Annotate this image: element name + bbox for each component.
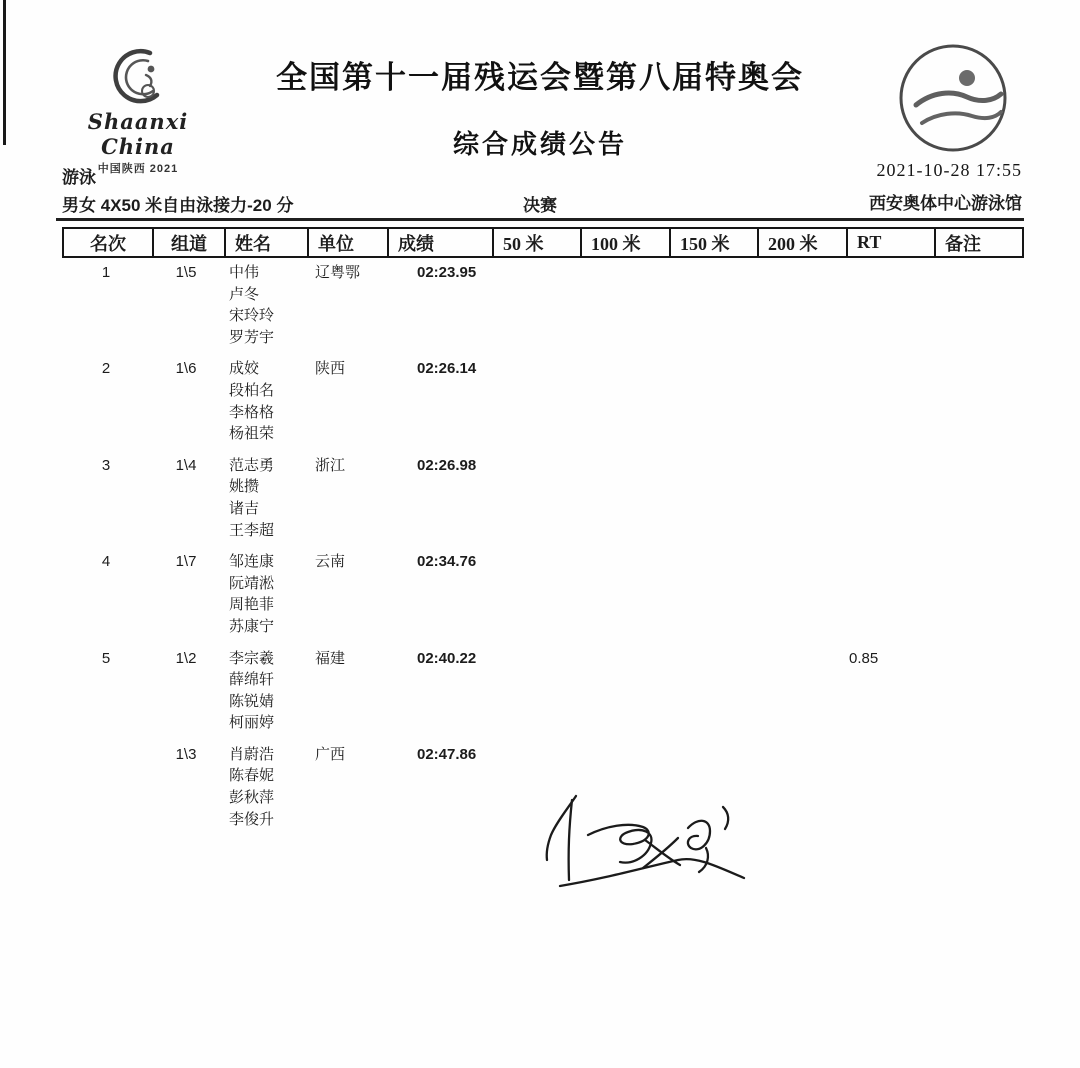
venue-name: 西安奥体中心游泳馆 — [869, 194, 1022, 213]
unit-cell: 广西 — [315, 745, 346, 763]
note-cell — [932, 358, 1024, 444]
split-150m-cell — [667, 358, 755, 444]
lane-cell: 1\6 — [175, 360, 197, 378]
athlete-name: 薛绵轩 — [229, 671, 275, 689]
split-150m-cell — [667, 455, 755, 541]
athlete-name: 段柏名 — [229, 381, 275, 399]
table-row — [62, 455, 1024, 541]
athlete-name: 李宗羲 — [229, 649, 275, 667]
athlete-name: 阮靖淞 — [229, 574, 275, 592]
table-row — [62, 262, 1024, 348]
athlete-name: 杨祖荣 — [229, 425, 275, 443]
col-header-150m: 150 米 — [669, 229, 757, 256]
rt-cell: 0.85 — [849, 649, 879, 667]
lane-cell: 1\4 — [175, 456, 197, 474]
athlete-name: 李俊升 — [229, 810, 275, 828]
note-cell — [932, 455, 1024, 541]
athlete-name: 卢冬 — [229, 285, 260, 303]
split-50m-cell — [490, 262, 578, 348]
names-cell — [222, 648, 305, 734]
athlete-name: 范志勇 — [229, 456, 275, 474]
rt-cell — [844, 551, 932, 637]
rt-cell — [844, 744, 932, 830]
report-datetime: 2021-10-28 17:55 — [876, 160, 1022, 180]
rank-cell: 2 — [101, 360, 111, 378]
names-cell — [222, 551, 305, 637]
split-100m-cell — [578, 358, 667, 444]
note-cell — [932, 744, 1024, 830]
split-200m-cell — [755, 358, 844, 444]
round-label: 决赛 — [523, 196, 557, 215]
athlete-name: 邹连康 — [229, 553, 275, 571]
names-cell — [222, 455, 305, 541]
split-50m-cell — [490, 551, 578, 637]
emblem-script-text: Shaanxi China — [87, 109, 189, 159]
result-cell: 02:26.98 — [417, 456, 477, 474]
table-row — [62, 551, 1024, 637]
split-150m-cell — [667, 551, 755, 637]
result-cell: 02:26.14 — [417, 360, 477, 378]
result-cell: 02:40.22 — [417, 649, 477, 667]
unit-cell: 陕西 — [315, 360, 346, 378]
split-50m-cell — [490, 455, 578, 541]
result-cell: 02:23.95 — [417, 264, 477, 281]
rt-cell — [844, 358, 932, 444]
split-150m-cell — [667, 648, 755, 734]
rank-cell: 4 — [101, 553, 111, 571]
split-200m-cell — [755, 455, 844, 541]
athlete-name: 宋玲玲 — [229, 307, 275, 325]
col-header-lane: 组道 — [152, 229, 224, 256]
athlete-name: 成姣 — [229, 360, 260, 378]
table-row — [62, 358, 1024, 444]
names-cell — [222, 262, 305, 348]
rank-cell: 1 — [101, 264, 111, 281]
split-200m-cell — [755, 744, 844, 830]
rank-cell: 5 — [101, 649, 111, 667]
sport-label: 游泳 — [62, 168, 96, 187]
names-cell — [222, 358, 305, 444]
lane-cell: 1\7 — [175, 553, 197, 571]
col-header-result: 成绩 — [387, 229, 492, 256]
note-cell — [932, 551, 1024, 637]
col-header-name: 姓名 — [224, 229, 307, 256]
table-row — [62, 648, 1024, 734]
athlete-name: 肖蔚浩 — [229, 745, 275, 763]
athlete-name: 周艳菲 — [229, 596, 275, 614]
result-cell: 02:47.86 — [417, 745, 477, 763]
athlete-name: 姚攒 — [229, 478, 260, 496]
unit-cell: 云南 — [315, 553, 346, 571]
split-150m-cell — [667, 262, 755, 348]
rt-cell — [844, 455, 932, 541]
col-header-rank: 名次 — [90, 233, 126, 254]
results-table-body — [62, 262, 1024, 840]
athlete-name: 李格格 — [229, 403, 275, 421]
split-100m-cell — [578, 551, 667, 637]
results-table-header — [62, 227, 1024, 258]
rt-cell — [844, 262, 932, 348]
rank-cell — [62, 744, 150, 830]
document-title: 全国第十一届残运会暨第八届特奥会 — [276, 60, 804, 95]
col-header-note: 备注 — [934, 229, 1026, 256]
athlete-name: 陈春妮 — [229, 767, 275, 785]
athlete-name: 王李超 — [229, 521, 275, 539]
athlete-name: 罗芳宇 — [229, 328, 275, 346]
note-cell — [932, 648, 1024, 734]
split-50m-cell — [490, 648, 578, 734]
swimming-pictogram-icon — [896, 42, 1010, 159]
lane-cell: 1\5 — [175, 264, 197, 281]
emblem-caption-text: 中国陕西 2021 — [97, 163, 179, 175]
split-100m-cell — [578, 455, 667, 541]
lane-cell: 1\3 — [175, 745, 197, 763]
athlete-name: 陈锐婧 — [229, 692, 275, 710]
note-cell — [932, 262, 1024, 348]
col-header-100m: 100 米 — [580, 229, 669, 256]
athlete-name: 彭秋萍 — [229, 789, 275, 807]
athlete-name: 柯丽婷 — [229, 714, 275, 732]
lane-cell: 1\2 — [175, 649, 197, 667]
col-header-rt: RT — [846, 229, 934, 256]
unit-cell: 浙江 — [315, 456, 346, 474]
athlete-name: 中伟 — [229, 264, 260, 281]
athlete-name: 诸吉 — [229, 499, 260, 517]
athlete-name: 苏康宁 — [229, 617, 275, 635]
split-100m-cell — [578, 648, 667, 734]
unit-cell: 辽粤鄂 — [315, 264, 361, 281]
split-50m-cell — [490, 358, 578, 444]
document-subtitle: 综合成绩公告 — [452, 130, 627, 159]
names-cell — [222, 744, 305, 830]
split-100m-cell — [578, 262, 667, 348]
split-200m-cell — [755, 262, 844, 348]
result-cell: 02:34.76 — [417, 553, 477, 571]
col-header-200m: 200 米 — [757, 229, 846, 256]
col-header-unit: 单位 — [307, 229, 387, 256]
event-name: 男女 4X50 米自由泳接力-20 分 — [62, 196, 294, 215]
rank-cell: 3 — [101, 456, 111, 474]
header-divider-rule — [56, 218, 1024, 221]
split-200m-cell — [755, 648, 844, 734]
unit-cell: 福建 — [315, 649, 346, 667]
col-header-50m: 50 米 — [492, 229, 580, 256]
split-200m-cell — [755, 551, 844, 637]
handwritten-signature — [538, 788, 753, 893]
